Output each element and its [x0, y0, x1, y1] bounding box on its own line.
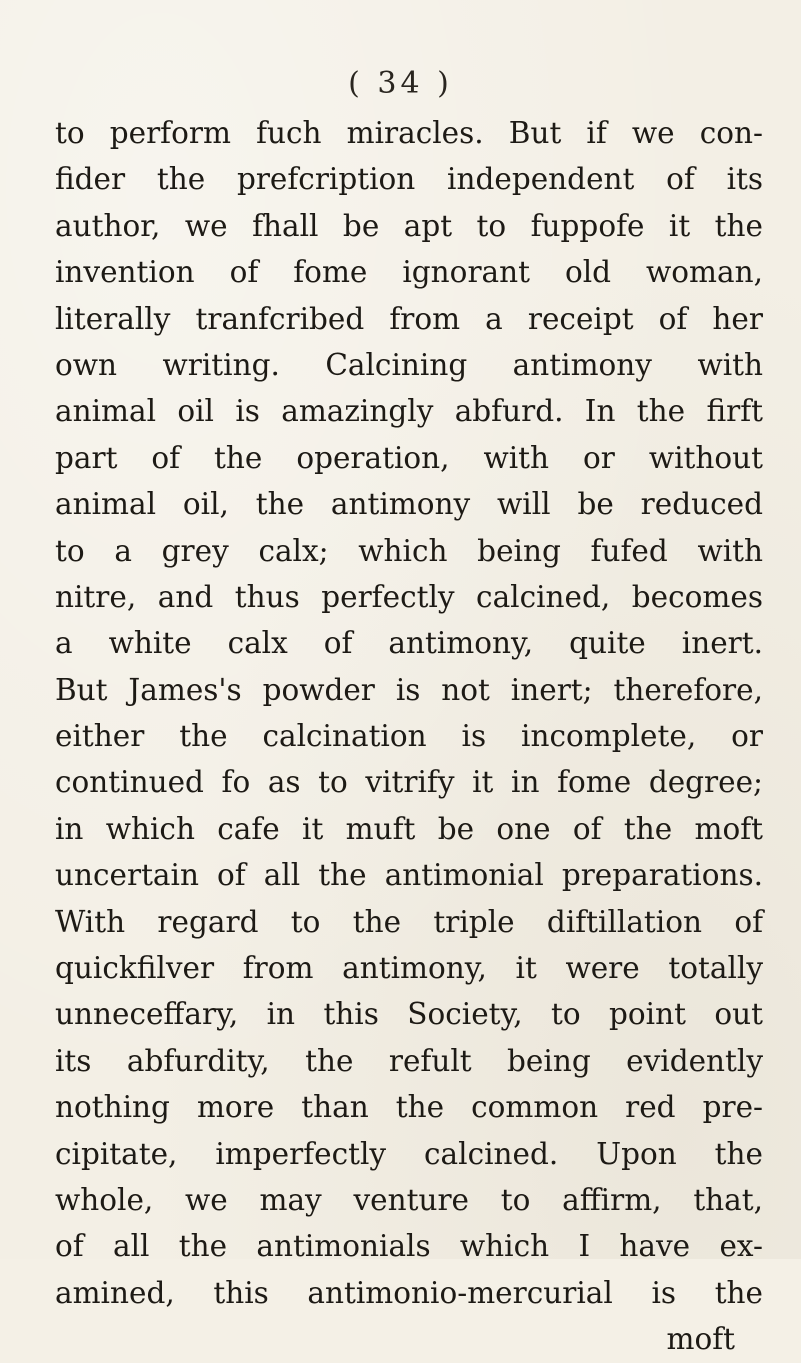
text-line: But James's powder is not inert; therefore,	[55, 672, 763, 707]
text-line: own writing. Calcining antimony with	[55, 347, 763, 382]
text-line: in which cafe it muft be one of the moft	[55, 811, 763, 846]
body-text	[55, 110, 763, 1363]
text-line: cipitate, imperfectly calcined. Upon the	[55, 1136, 763, 1171]
text-line: a white calx of antimony, quite inert.	[55, 626, 763, 661]
text-line: its abfurdity, the refult being evidently	[55, 1043, 763, 1078]
text-line: amined, this antimonio-mercurial is the	[55, 1275, 763, 1310]
text-line: animal oil is amazingly abfurd. In the firft	[55, 394, 763, 429]
text-line: continued fo as to vitrify it in fome degree;	[55, 765, 763, 800]
text-line: invention of fome ignorant old woman,	[55, 255, 763, 290]
text-line: part of the operation, with or without	[55, 440, 763, 475]
text-line: author, we fhall be apt to fuppofe it the	[55, 208, 763, 243]
text-line: literally tranfcribed from a receipt of her	[55, 301, 763, 336]
text-line: fider the prefcription independent of its	[55, 162, 763, 197]
page-number: ( 34 )	[348, 66, 453, 101]
text-line: With regard to the triple diftillation of	[55, 904, 763, 939]
text-line: whole, we may venture to affirm, that,	[55, 1182, 763, 1217]
text-line: either the calcination is incomplete, or	[55, 719, 763, 754]
text-line: nitre, and thus perfectly calcined, becomes	[55, 579, 763, 614]
text-line: to perform fuch miracles. But if we con-	[55, 116, 763, 150]
text-line: quickfilver from antimony, it were totally	[55, 951, 763, 986]
text-line: nothing more than the common red pre-	[55, 1090, 763, 1125]
text-line: animal oil, the antimony will be reduced	[55, 487, 763, 522]
text-line: uncertain of all the antimonial preparations.	[55, 858, 763, 893]
text-line: to a grey calx; which being fufed with	[55, 533, 763, 568]
text-line: unneceffary, in this Society, to point out	[55, 997, 763, 1032]
text-line: of all the antimonials which I have ex-	[55, 1229, 763, 1264]
catchword: moft	[666, 1322, 735, 1357]
